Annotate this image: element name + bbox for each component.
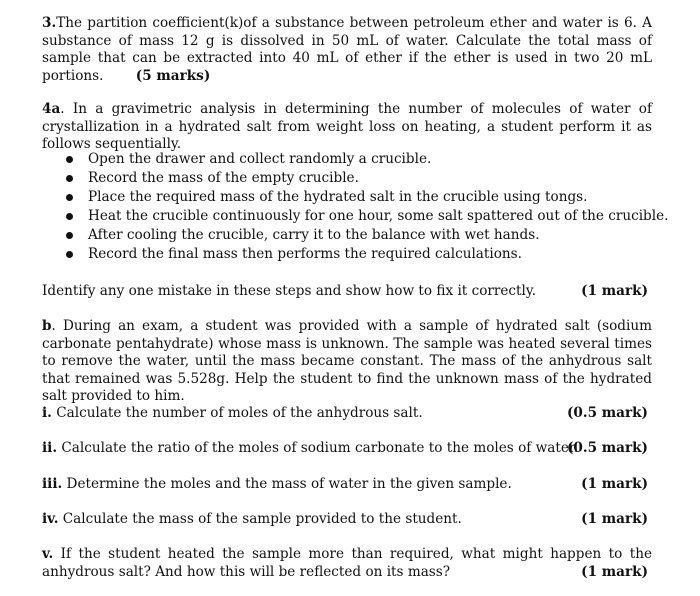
- bullet-icon: [66, 175, 73, 182]
- list-item: [60, 226, 650, 245]
- question-4b-part-ii: [42, 440, 652, 458]
- question-4a-intro-text: . In a gravimetric analysis in determining the number of molecules of water of crystallization in a hydrated salt from weight loss on heating, a student perform it as follows sequentially.: [42, 101, 652, 152]
- part-label: iv.: [42, 511, 59, 527]
- part-label: ii.: [42, 440, 58, 456]
- part-text: Calculate the number of moles of the anhydrous salt.: [51, 405, 423, 421]
- list-item: [60, 188, 650, 207]
- question-4b-intro-text: . During an exam, a student was provided with a sample of hydrated salt (sodium carbonate pentahydrate) whose mass is unknown. The sample was heated several times to remove the water, until the mass became constant. The mass of the anhydrous salt that remained was 5.528g. Help the student to find the unknown mass of the hydrated salt provided to him.: [42, 318, 652, 404]
- bullet-icon: [66, 194, 73, 201]
- part-marks: (0.5 mark): [566, 440, 648, 456]
- question-4a-task-text: Identify any one mistake in these steps and show how to fix it correctly.: [42, 283, 537, 299]
- question-3-label: 3.: [42, 15, 57, 31]
- step-text: Heat the crucible continuously for one hour, some salt spattered out of the crucible.: [88, 208, 669, 224]
- procedure-steps-list: [60, 150, 669, 264]
- part-text: If the student heated the sample more than required, what might happen to the anhydrous salt? And how this will be reflected on its mass?: [42, 546, 652, 580]
- question-4a-task: [42, 283, 652, 301]
- list-item: [60, 150, 650, 169]
- bullet-icon: [66, 156, 73, 163]
- question-3-text: The partition coefficient(k)of a substance between petroleum ether and water is 6. A substance of mass 12 g is dissolved in 50 mL of water. Calculate the total mass of sample that can be extracted into 40 mL of ether if the ether is used in two 20 mL portions.: [42, 15, 652, 84]
- question-3: [42, 15, 652, 85]
- part-label: iii.: [42, 476, 63, 492]
- step-text: Open the drawer and collect randomly a crucible.: [88, 151, 432, 167]
- part-text: Calculate the mass of the sample provided to the student.: [58, 511, 462, 527]
- part-marks: (0.5 mark): [566, 405, 648, 421]
- question-4a-marks: (1 mark): [581, 283, 648, 299]
- question-3-marks: (5 marks): [135, 67, 211, 84]
- step-text: Record the final mass then performs the required calculations.: [88, 246, 522, 262]
- part-label: i.: [42, 405, 52, 421]
- question-4a-label: 4a: [42, 101, 61, 117]
- question-4b-part-i: [42, 405, 652, 423]
- part-text: Determine the moles and the mass of water in the given sample.: [62, 476, 512, 492]
- question-4b-part-iii: [42, 476, 652, 494]
- question-4b-intro: [42, 318, 652, 406]
- part-marks: (1 mark): [581, 476, 648, 492]
- step-text: After cooling the crucible, carry it to the balance with wet hands.: [88, 227, 540, 243]
- question-4b-part-v: [42, 546, 652, 581]
- part-label: v.: [42, 546, 54, 562]
- step-text: Place the required mass of the hydrated salt in the crucible using tongs.: [88, 189, 588, 205]
- bullet-icon: [66, 213, 73, 220]
- question-4b-part-iv: [42, 511, 652, 529]
- list-item: [60, 207, 669, 226]
- question-4a-intro: [42, 101, 652, 154]
- part-text: Calculate the ratio of the moles of sodium carbonate to the moles of water.: [57, 440, 579, 456]
- question-4b-label: b: [42, 318, 52, 334]
- bullet-icon: [66, 251, 73, 258]
- list-item: [60, 245, 650, 264]
- part-marks: (1 mark): [581, 563, 648, 580]
- step-text: Record the mass of the empty crucible.: [88, 170, 359, 186]
- bullet-icon: [66, 232, 73, 239]
- list-item: [60, 169, 650, 188]
- part-marks: (1 mark): [581, 511, 648, 527]
